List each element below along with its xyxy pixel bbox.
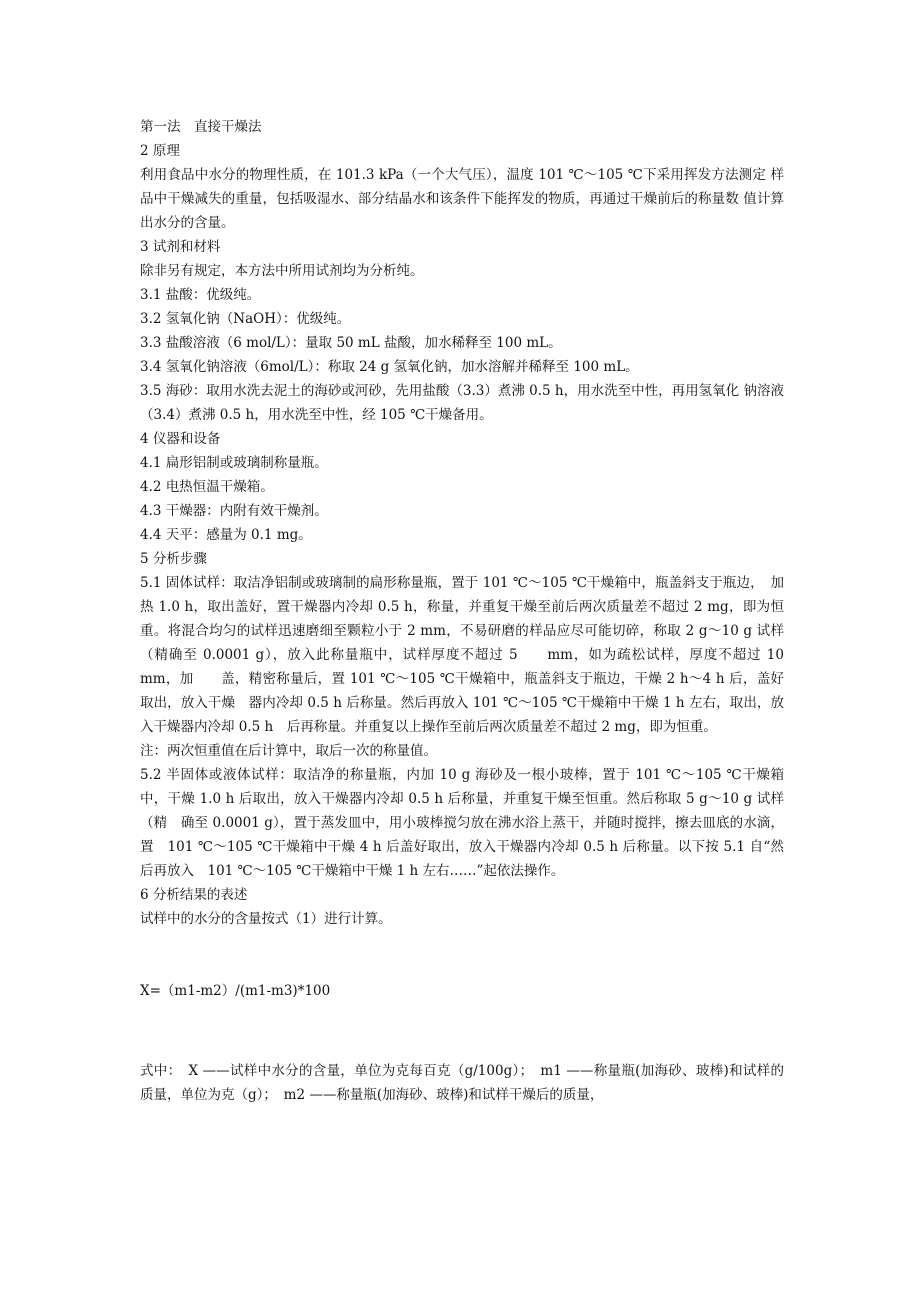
reagent-item: 3.1 盐酸：优级纯。 — [140, 287, 261, 303]
reagents-intro: 除非另有规定，本方法中所用试剂均为分析纯。 — [140, 263, 424, 279]
procedure-note: 注：两次恒重值在后计算中，取后一次的称量值。 — [140, 743, 437, 759]
section-heading-equipment: 4 仪器和设备 — [140, 431, 221, 447]
procedure-solid: 5.1 固体试样：取洁净铝制或玻璃制的扁形称量瓶，置于 101 ℃～105 ℃干燥箱中，瓶盖斜支于瓶边， 加热 1.0 h，取出盖好，置干燥器内冷却 0.5 h，称量，并重复干燥至前后两次质量差不超过 2 mg，即为恒 重。将混合均匀的试样迅速磨细至颗粒小于 2 mm，不易研磨的样品应尽可能切碎，称取 2 g～10 g 试样 （精确至 0.0001 g），放入此称量瓶中，试样厚度不超过 5 mm，如为疏松试样，厚度不超过 10 mm，加 盖，精密称量后，置 101 ℃～105 ℃干燥箱中，瓶盖斜支于瓶边，干燥 2 h～4 h 后，盖好取出，放入干燥 器内冷却 0.5 h 后称量。然后再放入 101 ℃～105 ℃干燥箱中干燥 1 h 左右，取出，放入干燥器内冷却 0.5 h 后再称量。并重复以上操作至前后两次质量差不超过 2 mg，即为恒重。 — [140, 575, 811, 735]
principle-paragraph: 利用食品中水分的物理性质，在 101.3 kPa（一个大气压），温度 101 ℃～105 ℃下采用挥发方法测定 样品中干燥减失的重量，包括吸湿水、部分结晶水和该条件下能挥发的物质，再通过干燥前后的称量数 值计算出水分的含量。 — [140, 167, 784, 231]
formula: X=（m1-m2）/(m1-m3)*100 — [140, 983, 331, 999]
document-page — [140, 115, 811, 1107]
reagent-item: 3.4 氢氧化钠溶液（6mol/L）：称取 24 g 氢氧化钠，加水溶解并稀释至 100 mL。 — [140, 359, 639, 375]
equipment-item: 4.4 天平：感量为 0.1 mg。 — [140, 527, 312, 543]
section-heading-principle: 2 原理 — [140, 143, 180, 159]
equipment-item: 4.1 扁形铝制或玻璃制称量瓶。 — [140, 455, 328, 471]
procedure-semisolid: 5.2 半固体或液体试样：取洁净的称量瓶，内加 10 g 海砂及一根小玻棒，置于 101 ℃～105 ℃干燥箱 中，干燥 1.0 h 后取出，放入干燥器内冷却 0.5 h 后称量，并重复干燥至恒重。然后称取 5 g～10 g 试样（精 确至 0.0001 g），置于蒸发皿中，用小玻棒搅匀放在沸水浴上蒸干，并随时搅拌，擦去皿底的水滴，置 101 ℃～105 ℃干燥箱中干燥 4 h 后盖好取出，放入干燥器内冷却 0.5 h 后称量。以下按 5.1 自“然后再放入 101 ℃～105 ℃干燥箱中干燥 1 h 左右……”起依法操作。 — [140, 767, 798, 879]
equipment-item: 4.2 电热恒温干燥箱。 — [140, 479, 274, 495]
equipment-item: 4.3 干燥器：内附有效干燥剂。 — [140, 503, 328, 519]
reagent-item: 3.2 氢氧化钠（NaOH）：优级纯。 — [140, 311, 351, 327]
formula-legend: 式中： X ——试样中水分的含量，单位为克每百克（g/100g）； m1 ——称量瓶(加海砂、玻棒)和试样的质量，单位为克（g）； m2 ——称量瓶(加海砂、玻棒)和试样干燥后的质量， — [140, 1063, 784, 1103]
reagent-item: 3.3 盐酸溶液（6 mol/L）：量取 50 mL 盐酸，加水稀释至 100 mL。 — [140, 335, 562, 351]
section-heading-reagents: 3 试剂和材料 — [140, 239, 221, 255]
section-heading-procedure: 5 分析步骤 — [140, 551, 207, 567]
results-intro: 试样中的水分的含量按式（1）进行计算。 — [140, 911, 392, 927]
method-title: 第一法 直接干燥法 — [140, 119, 262, 135]
section-heading-results: 6 分析结果的表述 — [140, 887, 248, 903]
reagent-item: 3.5 海砂：取用水洗去泥土的海砂或河砂，先用盐酸（3.3）煮沸 0.5 h，用水洗至中性，再用氢氧化 钠溶液（3.4）煮沸 0.5 h，用水洗至中性，经 105 ℃干燥备用。 — [140, 383, 784, 423]
